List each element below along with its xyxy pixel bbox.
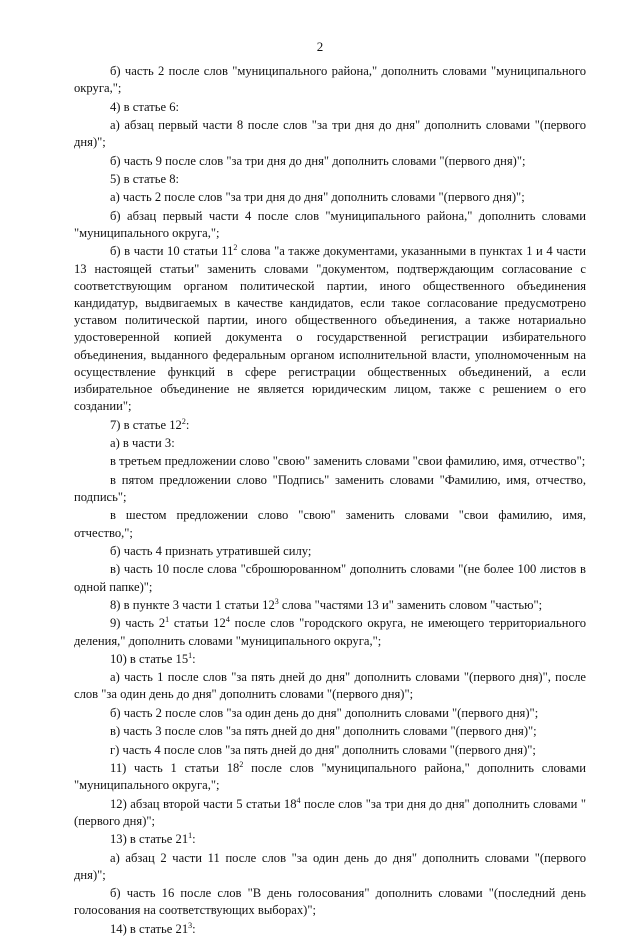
paragraph: б) часть 16 после слов "В день голосования" дополнить словами "(последний день голосования на соответствующих выборах)"; xyxy=(74,886,586,918)
page-number: 2 xyxy=(316,39,324,54)
superscript: 3 xyxy=(188,920,193,930)
paragraph-9 xyxy=(74,615,586,649)
paragraph: а) часть 2 после слов "за три дня до дня" дополнить словами "(первого дня)"; xyxy=(110,190,525,205)
superscript: 1 xyxy=(165,615,170,625)
superscript: 1 xyxy=(188,650,193,660)
paragraph: б) часть 2 после слов "муниципального района," дополнить словами "муниципального округа,"; xyxy=(74,64,586,96)
paragraph-14 xyxy=(74,921,586,938)
text: статьи 12 xyxy=(169,616,226,631)
superscript: 4 xyxy=(296,795,301,805)
text: : xyxy=(192,832,196,847)
superscript: 1 xyxy=(188,831,193,841)
paragraph-7 xyxy=(74,417,586,434)
paragraph: г) часть 4 после слов "за пять дней до дня" дополнить словами "(первого дня)"; xyxy=(110,742,536,757)
paragraph: в третьем предложении слово "свою" заменить словами "свои фамилию, имя, отчество"; xyxy=(110,454,586,469)
paragraph: а) абзац первый части 8 после слов "за три дня до дня" дополнить словами "(первого дня)"; xyxy=(74,117,586,150)
superscript: 3 xyxy=(274,596,279,606)
superscript: 2 xyxy=(239,759,244,769)
paragraph: а) абзац 2 части 11 после слов "за один день до дня" дополнить словами "(первого дня)"; xyxy=(74,850,586,882)
paragraph-10 xyxy=(74,651,586,668)
paragraph-8 xyxy=(74,597,586,614)
text: б) в части 10 статьи 11 xyxy=(110,244,234,259)
paragraph-11 xyxy=(74,760,586,794)
document-body xyxy=(74,63,586,939)
superscript: 4 xyxy=(225,615,230,625)
text: : xyxy=(192,651,196,666)
paragraph-6 xyxy=(74,243,586,415)
text: : xyxy=(185,417,190,432)
text: 10) в статье 15 xyxy=(110,651,189,666)
superscript: 2 xyxy=(181,416,186,426)
paragraph-13 xyxy=(74,831,586,848)
text: после слов "городского округа, не имеющего территориального деления," дополнить словами "муниципального округа,"; xyxy=(74,616,586,648)
paragraph: б) часть 4 признать утратившей силу; xyxy=(110,543,312,558)
text: 14) в статье 21 xyxy=(110,921,189,936)
text: слова "а также документами, указанными в пунктах 1 и 4 части 13 настоящей статьи" заменить словами "документом, подтверждающим согласование с соответствующим органом политической партии, иного общественного объединения кандидатур, выдвигаемых в качестве кандидатов, если такое согласование предусмотрено уставом политической партии, иного общественного объединения, а также нотариально удостоверенной копией документа о государственной регистрации избирательного объединения, выданного федеральным органом исполнительной власти, уполномоченным на осуществление функций в сфере регистрации общественных объединений, а если избирательное объединение не является юридическим лицом, также с решением о его создании"; xyxy=(74,244,587,414)
paragraph: 4) в статье 6: xyxy=(110,99,180,114)
paragraph: б) абзац первый части 4 после слов "муниципального района," дополнить словами "муниципального округа,"; xyxy=(74,208,586,240)
paragraph: а) часть 1 после слов "за пять дней до дня" дополнить словами "(первого дня)", после слов "за один день до дня" дополнить словами "(первого дня)"; xyxy=(74,670,586,702)
paragraph: в) часть 3 после слов "за пять дней до дня" дополнить словами "(первого дня)"; xyxy=(110,724,537,739)
paragraph: в) часть 10 после слова "сброшюрованном" дополнить словами "(не более 100 листов в одной папке)"; xyxy=(74,562,586,594)
paragraph: а) в части 3: xyxy=(110,435,175,450)
text: после слов "за три дня до дня" дополнить словами "(первого дня)"; xyxy=(74,796,586,828)
paragraph: 5) в статье 8: xyxy=(110,171,180,186)
text: 7) в статье 12 xyxy=(110,417,182,432)
paragraph-12 xyxy=(74,796,586,830)
paragraph: в пятом предложении слово "Подпись" заменить словами "Фамилию, имя, отчество, подпись"; xyxy=(74,472,586,504)
text: 8) в пункте 3 части 1 статьи 12 xyxy=(110,597,275,612)
text: 13) в статье 21 xyxy=(110,832,189,847)
text: 11) часть 1 статьи 18 xyxy=(110,761,240,776)
superscript: 2 xyxy=(233,243,238,253)
text: слова "частями 13 и" заменить словом "частью"; xyxy=(278,597,543,612)
paragraph: б) часть 2 после слов "за один день до дня" дополнить словами "(первого дня)"; xyxy=(110,705,539,720)
text: после слов "муниципального района," дополнить словами "муниципального округа,"; xyxy=(74,761,587,793)
text: 9) часть 2 xyxy=(110,616,166,631)
paragraph: б) часть 9 после слов "за три дня до дня" дополнить словами "(первого дня)"; xyxy=(110,153,526,168)
text: : xyxy=(192,921,196,936)
paragraph: в шестом предложении слово "свою" заменить словами "свои фамилию, имя, отчество,"; xyxy=(74,508,586,540)
text: 12) абзац второй части 5 статьи 18 xyxy=(110,796,297,811)
